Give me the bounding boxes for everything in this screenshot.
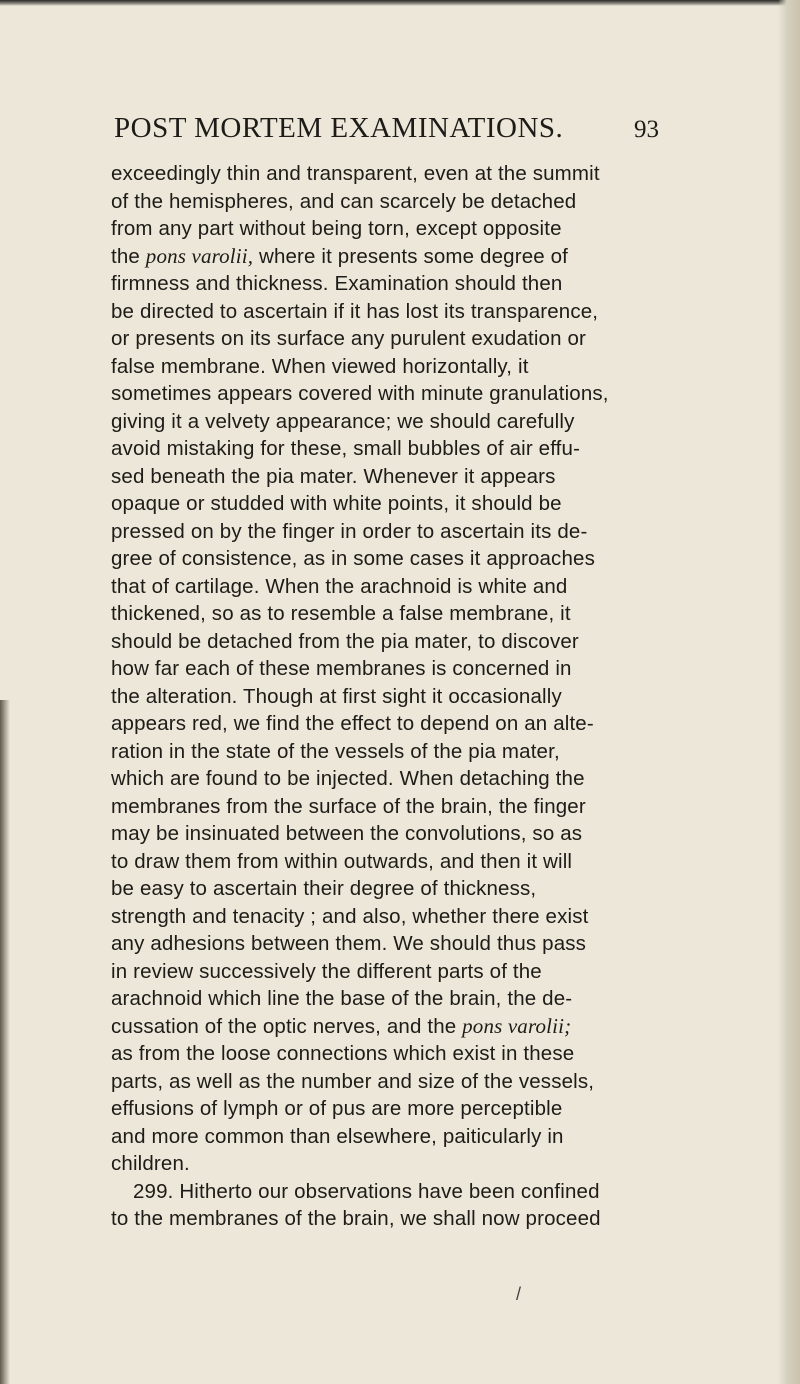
text-line: thickened, so as to resemble a false membrane, it <box>111 602 571 625</box>
stray-mark: / <box>516 1284 522 1304</box>
text-line: false membrane. When viewed horizontally, it <box>111 354 529 378</box>
text-line: ration in the state of the vessels of the pia mater, <box>111 739 560 763</box>
text-line: in review successively the different parts of the <box>111 959 542 983</box>
text-line: that of cartilage. When the arachnoid is white and <box>111 574 568 598</box>
text-line: and more common than elsewhere, paiticularly in <box>111 1124 564 1148</box>
text-line: to the membranes of the brain, we shall now proceed <box>111 1207 601 1230</box>
running-title: POST MORTEM EXAMINATIONS. <box>114 112 564 144</box>
text-line: pressed on by the finger in order to ascertain its de- <box>111 519 588 543</box>
text-line: to draw them from within outwards, and then it will <box>111 849 573 873</box>
text-line: exceedingly thin and transparent, even at the summit <box>111 162 600 185</box>
italic-term: pons varolii, <box>145 243 254 268</box>
text-line: strength and tenacity ; and also, whether there exist <box>111 904 589 928</box>
italic-term: pons varolii; <box>462 1013 572 1038</box>
text-line: firmness and thickness. Examination should then <box>111 272 563 295</box>
text-line: as from the loose connections which exist in these <box>111 1042 575 1065</box>
text-line: sed beneath the pia mater. Whenever it appears <box>111 464 556 488</box>
text-line: sometimes appears covered with minute granulations, <box>111 382 609 405</box>
page-left-edge <box>0 700 10 1384</box>
page-number: 93 <box>634 116 659 143</box>
text-line: or presents on its surface any purulent exudation or <box>111 327 587 350</box>
text-line: giving it a velvety appearance; we should carefully <box>111 409 575 433</box>
text-line: may be insinuated between the convolutions, so as <box>111 822 583 845</box>
text-line: avoid mistaking for these, small bubbles of air effu- <box>111 437 581 460</box>
text-line: from any part without being torn, except opposite <box>111 217 562 240</box>
text-line: be directed to ascertain if it has lost its transparence, <box>111 299 599 323</box>
text-line: should be detached from the pia mater, to discover <box>111 629 579 653</box>
text-line: appears red, we find the effect to depend on an alte- <box>111 712 594 735</box>
text-segment: where it presents some degree of <box>253 244 569 268</box>
text-line: effusions of lymph or of pus are more perceptible <box>111 1097 563 1120</box>
text-line: be easy to ascertain their degree of thickness, <box>111 877 537 900</box>
text-line: parts, as well as the number and size of the vessels, <box>111 1069 595 1093</box>
text-line: 299. Hitherto our observations have been confined <box>133 1179 600 1203</box>
text-line: how far each of these membranes is concerned in <box>111 657 572 680</box>
text-line: of the hemispheres, and can scarcely be detached <box>111 189 577 213</box>
text-segment: cussation of the optic nerves, and the <box>111 1014 463 1038</box>
page-top-shadow <box>0 0 800 6</box>
text-line: gree of consistence, as in some cases it approaches <box>111 547 595 570</box>
text-line <box>111 1013 791 1041</box>
text-line: membranes from the surface of the brain, the finger <box>111 794 586 818</box>
text-line: children. <box>111 1152 190 1175</box>
text-segment: the <box>111 244 146 268</box>
text-line: which are found to be injected. When detaching the <box>111 767 585 790</box>
body-text <box>111 160 791 1233</box>
text-line: arachnoid which line the base of the brain, the de- <box>111 987 573 1010</box>
running-head <box>114 112 774 152</box>
text-line: opaque or studded with white points, it should be <box>111 492 562 515</box>
text-line <box>111 243 791 271</box>
text-line: any adhesions between them. We should thus pass <box>111 932 587 955</box>
text-line: the alteration. Though at first sight it occasionally <box>111 684 562 708</box>
